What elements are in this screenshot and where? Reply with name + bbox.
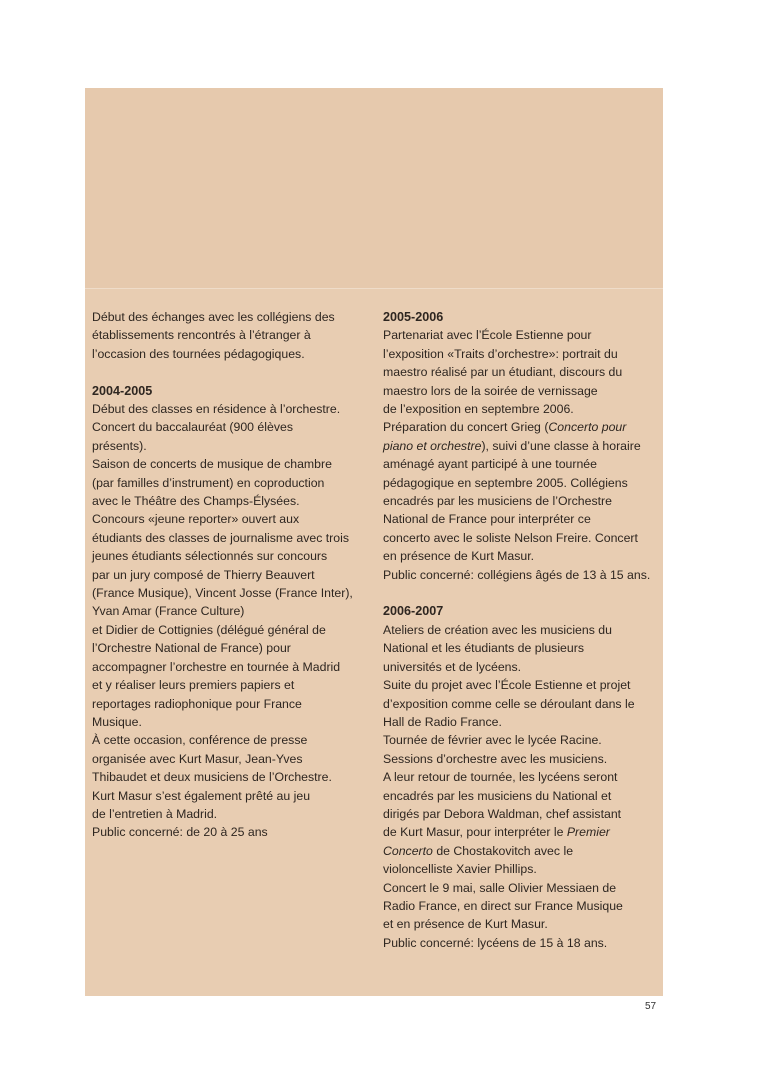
text-line: l’exposition «Traits d’orchestre»: portrait du [383,346,618,361]
text-line: en présence de Kurt Masur. [383,549,535,564]
text-line: encadrés par les musiciens de l’Orchestre [383,494,612,509]
text-line: À cette occasion, conférence de presse [92,733,308,748]
text-line: présents). [92,438,147,453]
text-line: Début des classes en résidence à l’orchestre. [92,402,341,417]
text-line: organisée avec Kurt Masur, Jean-Yves [92,751,303,766]
text-line: par un jury composé de Thierry Beauvert [92,567,315,582]
text-line: de l’exposition en septembre 2006. [383,402,574,417]
text-line: reportages radiophonique pour France [92,696,302,711]
intro-line: l’occasion des tournées pédagogiques. [92,346,305,361]
content-panel [85,88,663,996]
text-line: National de France pour interpréter ce [383,512,591,527]
text-line: maestro lors de la soirée de vernissage [383,383,598,398]
text-line: Tournée de février avec le lycée Racine. [383,733,602,748]
left-column [92,308,364,842]
text-line: de l’entretien à Madrid. [92,806,218,821]
grieg-title-italic: piano et orchestre [383,438,482,453]
text-line: encadrés par les musiciens du National et [383,788,612,803]
right-column [383,308,658,952]
text-line: Sessions d’orchestre avec les musiciens. [383,751,608,766]
grieg-title-italic: Concerto pour [548,420,627,435]
text-line: (par familles d’instrument) en coproduction [92,475,325,490]
text-line: concerto avec le soliste Nelson Freire. Concert [383,530,638,545]
section-heading-2006-2007: 2006-2007 [383,604,444,619]
text-line: Concours «jeune reporter» ouvert aux [92,512,300,527]
text-line: Public concerné: de 20 à 25 ans [92,825,268,840]
grieg-text: Préparation du concert Grieg ( [383,420,549,435]
section-heading-2004-2005: 2004-2005 [92,383,153,398]
text-line: Thibaudet et deux musiciens de l’Orchestre. [92,770,332,785]
section-heading-2005-2006: 2005-2006 [383,310,444,324]
text-line [383,842,658,860]
text-line: et en présence de Kurt Masur. [383,917,548,932]
intro-line: Début des échanges avec les collégiens des [92,310,335,324]
text-line: Saison de concerts de musique de chambre [92,457,332,472]
text-line: et Didier de Cottignies (délégué général de [92,622,326,637]
premier-text: de Chostakovitch avec le [432,843,574,858]
text-line: étudiants des classes de journalisme avec trois [92,530,349,545]
text-line: dirigés par Debora Waldman, chef assistant [383,806,622,821]
text-line: aménagé ayant participé à une tournée [383,457,597,472]
text-line: universités et de lycéens. [383,659,522,674]
text-line: violoncelliste Xavier Phillips. [383,862,537,877]
grieg-text: ), suivi d’une classe à horaire [481,438,641,453]
panel-header-band [85,88,663,289]
text-line: Yvan Amar (France Culture) [92,604,245,619]
text-line: maestro réalisé par un étudiant, discours du [383,365,623,380]
text-line [383,437,658,455]
text-line: Suite du projet avec l’École Estienne et projet [383,678,631,693]
text-line: Partenariat avec l’École Estienne pour [383,328,592,343]
text-line: Hall de Radio France. [383,714,502,729]
premier-text: de Kurt Masur, pour interpréter le [383,825,567,840]
text-line: jeunes étudiants sélectionnés sur concours [92,549,328,564]
text-line: pédagogique en septembre 2005. Collégiens [383,475,628,490]
text-line: Musique. [92,714,142,729]
text-line: Concert le 9 mai, salle Olivier Messiaen de [383,880,617,895]
text-line [383,418,658,436]
text-line: l’Orchestre National de France) pour [92,641,291,656]
text-line: Radio France, en direct sur France Musique [383,898,623,913]
premier-title-italic: Premier [566,825,610,840]
text-line: accompagner l’orchestre en tournée à Madrid [92,659,341,674]
text-line: Ateliers de création avec les musiciens du [383,622,612,637]
text-line: A leur retour de tournée, les lycéens seront [383,770,618,785]
text-line: d’exposition comme celle se déroulant dans le [383,696,635,711]
text-line: (France Musique), Vincent Josse (France Inter), [92,586,353,601]
page-number: 57 [645,1001,657,1012]
text-line: avec le Théâtre des Champs-Élysées. [92,494,300,509]
text-line: Kurt Masur s’est également prêté au jeu [92,788,311,803]
text-line: et y réaliser leurs premiers papiers et [92,678,295,693]
text-line: Public concerné: collégiens âgés de 13 à 15 ans. [383,567,651,582]
text-line: National et les étudiants de plusieurs [383,641,584,656]
text-line [383,823,658,841]
intro-line: établissements rencontrés à l’étranger à [92,328,311,343]
premier-title-italic: Concerto [383,843,433,858]
text-line: Concert du baccalauréat (900 élèves [92,420,293,435]
text-line: Public concerné: lycéens de 15 à 18 ans. [383,935,608,950]
